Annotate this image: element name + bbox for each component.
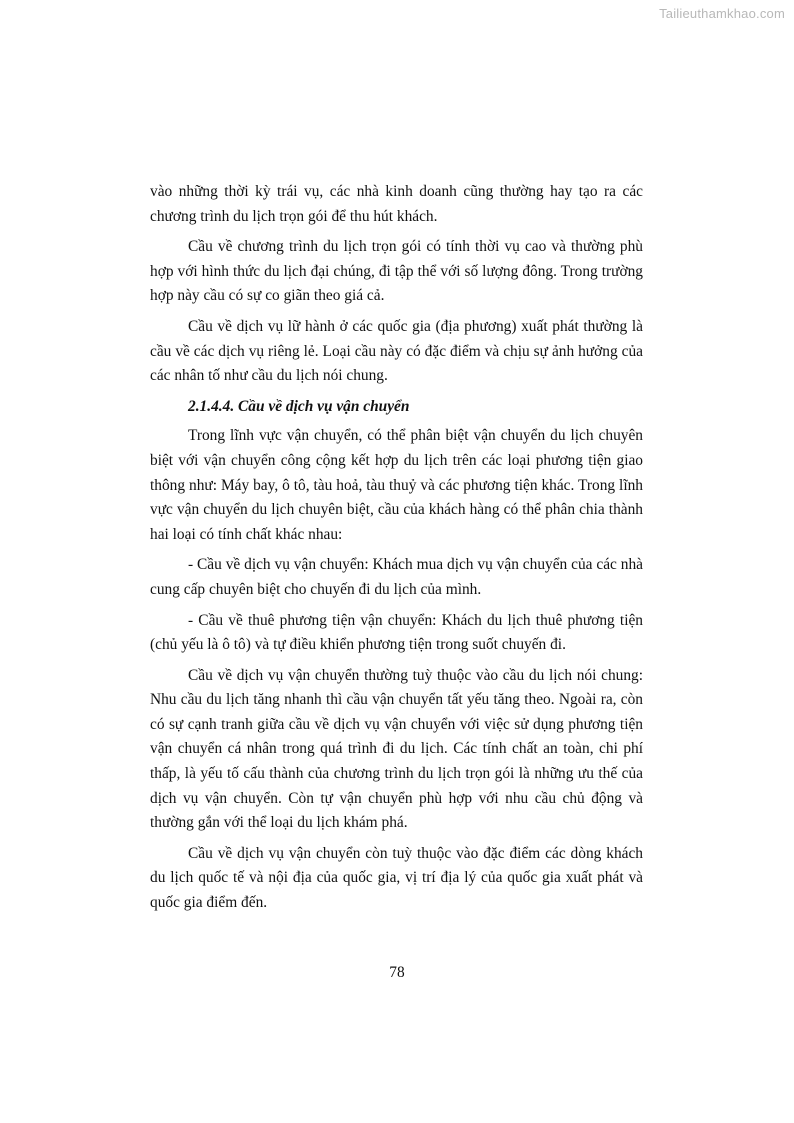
list-item: - Cầu về dịch vụ vận chuyển: Khách mua dịch vụ vận chuyển của các nhà cung cấp chuyên biệt cho chuyến đi du lịch của mình. (150, 556, 643, 598)
paragraph: Cầu về chương trình du lịch trọn gói có tính thời vụ cao và thường phù hợp với hình thức du lịch đại chúng, đi tập thể với số lượng đông. Trong trường hợp này cầu có sự co giãn theo giá cả. (150, 238, 643, 305)
watermark: Tailieuthamkhao.com (659, 6, 785, 21)
paragraph: Cầu về dịch vụ vận chuyển còn tuỳ thuộc vào đặc điểm các dòng khách du lịch quốc tế và nội địa của quốc gia, vị trí địa lý của quốc gia xuất phát và quốc gia điểm đến. (150, 844, 643, 912)
list-item: - Cầu về thuê phương tiện vận chuyển: Khách du lịch thuê phương tiện (chủ yếu là ô tô) và tự điều khiển phương tiện trong suốt chuyến đi. (150, 611, 643, 654)
paragraph: Cầu về dịch vụ vận chuyển thường tuỳ thuộc vào cầu du lịch nói chung: Nhu cầu du lịch tăng nhanh thì cầu vận chuyển tất yếu tăng theo. Ngoài ra, còn có sự cạnh tranh giữa cầu về dịch vụ vận chuyển với việc sử dụng phương tiện vận chuyển cá nhân trong quá trình đi du lịch. Các tính chất an toàn, chi phí thấp, là yếu tố cấu thành của chương trình du lịch trọn gói là những ưu thế của dịch vụ vận chuyển. Còn tự vận chuyển phù hợp với nhu cầu chủ động và thường gắn với thể loại du lịch khám phá. (150, 666, 643, 832)
page-number: 78 (389, 964, 405, 981)
paragraph: Trong lĩnh vực vận chuyển, có thể phân biệt vận chuyển du lịch chuyên biệt với vận chuyển công cộng kết hợp du lịch trên các loại phương tiện giao thông như: Máy bay, ô tô, tàu hoả, tàu thuỷ và các phương tiện khác. Trong lĩnh vực vận chuyển du lịch chuyên biệt, cầu của khách hàng có thể phân chia thành hai loại có tính chất khác nhau: (150, 427, 643, 543)
page-body (150, 180, 643, 922)
section-heading: 2.1.4.4. Cầu về dịch vụ vận chuyển (188, 397, 410, 415)
paragraph-continuation: vào những thời kỳ trái vụ, các nhà kinh doanh cũng thường hay tạo ra các chương trình du lịch trọn gói để thu hút khách. (150, 183, 643, 225)
paragraph: Cầu về dịch vụ lữ hành ở các quốc gia (địa phương) xuất phát thường là cầu về các dịch vụ riêng lẻ. Loại cầu này có đặc điểm và chịu sự ảnh hưởng của các nhân tố như cầu du lịch nói chung. (150, 317, 643, 385)
